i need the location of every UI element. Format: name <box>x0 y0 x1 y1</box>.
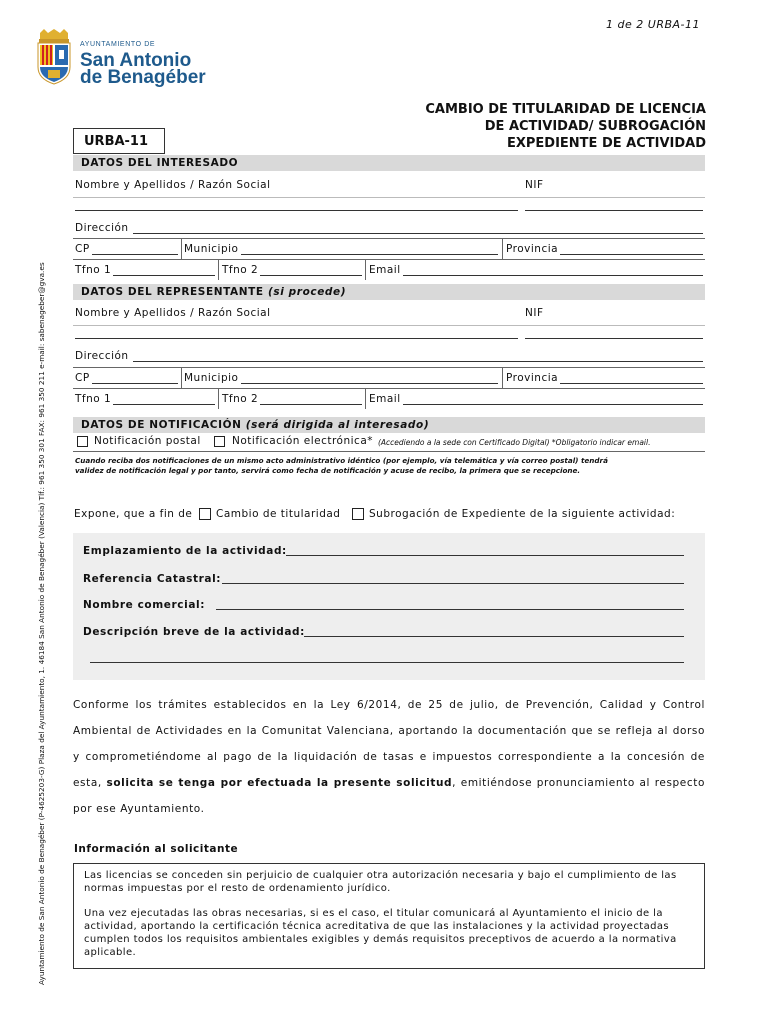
conforme-paragraph <box>73 692 705 822</box>
divider <box>73 238 705 239</box>
interesado-tfno1-label: Tfno 1 <box>75 264 112 276</box>
info-header: Información al solicitante <box>74 843 239 855</box>
interesado-nif-label: NIF <box>525 179 544 191</box>
interesado-provincia-field[interactable] <box>560 254 703 255</box>
divider <box>73 367 705 368</box>
divider <box>502 367 503 388</box>
divider <box>218 388 219 409</box>
conforme-text-1: Conforme los trámites establecidos en la Ley 6/2014, de 25 de julio, de Prevención, Calidad y Control Ambiental de Actividades en la Comunitat Valenciana, aportando la documentación que se refleja al dorso y comprometiéndome al pago de la liquidación de tasas e impuestos correspondiente a la concesión de esta, <box>73 699 705 789</box>
descripcion-field-line2[interactable] <box>90 662 684 663</box>
interesado-municipio-field[interactable] <box>241 254 498 255</box>
interesado-tfno1-field[interactable] <box>113 275 215 276</box>
emplazamiento-label: Emplazamiento de la actividad: <box>83 545 287 557</box>
side-address: Ayuntamiento de San Antonio de Benagéber (P-4625203-G) Plaza del Ayuntamiento, 1. 46184 San Antonio de Benagéber (Valencia) Tlf.: 961 350 301 FAX: 961 350 211 e-mail: sabenageber@gva.es <box>37 262 46 985</box>
representante-provincia-field[interactable] <box>560 383 703 384</box>
section-notificacion-header <box>73 417 705 433</box>
divider <box>73 451 705 452</box>
divider <box>502 238 503 259</box>
representante-tfno1-label: Tfno 1 <box>75 393 112 405</box>
divider <box>73 388 705 389</box>
interesado-nombre-field[interactable] <box>75 210 518 211</box>
form-code: URBA-11 <box>73 128 165 154</box>
divider <box>181 367 182 388</box>
representante-nombre-field[interactable] <box>75 338 518 339</box>
municipal-crest-icon <box>34 29 74 85</box>
cambio-titularidad-label: Cambio de titularidad <box>216 508 341 520</box>
nombre-comercial-label: Nombre comercial: <box>83 599 205 611</box>
divider <box>73 325 705 326</box>
referencia-catastral-field[interactable] <box>222 583 684 584</box>
section-representante-header <box>73 284 705 300</box>
nombre-comercial-field[interactable] <box>216 609 684 610</box>
descripcion-field-line1[interactable] <box>304 636 684 637</box>
interesado-direccion-label: Dirección <box>75 222 129 234</box>
interesado-direccion-field[interactable] <box>133 233 703 234</box>
descripcion-label: Descripción breve de la actividad: <box>83 626 305 638</box>
representante-nif-label: NIF <box>525 307 544 319</box>
notificacion-electronica-label: Notificación electrónica* <box>232 435 374 447</box>
representante-header-note: (si procede) <box>267 286 347 298</box>
title-line1: CAMBIO DE TITULARIDAD DE LICENCIA <box>425 102 706 117</box>
notificacion-aviso-line2: validez de notificación legal y por tanto, servirá como fecha de notificación y acuse de recibo, la primera que se recepcione. <box>75 466 581 475</box>
subrogacion-label: Subrogación de Expediente de la siguiente actividad: <box>369 508 676 520</box>
subrogacion-checkbox[interactable] <box>352 508 364 520</box>
form-title <box>330 101 706 152</box>
representante-direccion-field[interactable] <box>133 361 703 362</box>
title-line2: DE ACTIVIDAD/ SUBROGACIÓN <box>484 119 706 134</box>
divider <box>365 388 366 409</box>
page-number: 1 de 2 URBA-11 <box>606 18 700 31</box>
representante-nif-field[interactable] <box>525 338 703 339</box>
interesado-provincia-label: Provincia <box>506 243 559 255</box>
referencia-catastral-label: Referencia Catastral: <box>83 573 222 585</box>
divider <box>218 259 219 280</box>
representante-provincia-label: Provincia <box>506 372 559 384</box>
emplazamiento-field[interactable] <box>286 555 684 556</box>
title-line3: EXPEDIENTE DE ACTIVIDAD <box>506 136 706 151</box>
interesado-cp-field[interactable] <box>92 254 178 255</box>
notificacion-electronica-checkbox[interactable] <box>214 436 225 447</box>
notificacion-header-text: DATOS DE NOTIFICACIÓN <box>81 419 242 431</box>
representante-tfno2-field[interactable] <box>260 404 362 405</box>
info-paragraph-2: Una vez ejecutadas las obras necesarias, si es el caso, el titular comunicará al Ayuntamiento el inicio de la actividad, aportando la certificación técnica acreditativa de que las instalaciones y la actividad proyectadas cumplen todos los requisitos ambientales exigibles y demás requisitos preceptivos de acuerdo a la normativa aplicable. <box>84 908 677 958</box>
logo-line1: San Antonio <box>80 50 192 71</box>
divider <box>365 259 366 280</box>
representante-header-text: DATOS DEL REPRESENTANTE <box>81 286 264 298</box>
conforme-text-2: , emitiéndose pronunciamiento al respecto por ese Ayuntamiento. <box>73 777 705 815</box>
interesado-email-field[interactable] <box>403 275 703 276</box>
logo-small-text: AYUNTAMIENTO DE <box>80 41 156 48</box>
interesado-tfno2-label: Tfno 2 <box>222 264 259 276</box>
divider <box>73 259 705 260</box>
logo-line2: de Benagéber <box>80 67 206 88</box>
expone-lead: Expone, que a fin de <box>74 508 193 520</box>
info-paragraph-1: Las licencias se conceden sin perjuicio de cualquier otra autorización necesaria y bajo el cumplimiento de las normas impuestas por el resto de ordenamiento jurídico. <box>84 870 677 894</box>
interesado-municipio-label: Municipio <box>184 243 239 255</box>
representante-email-label: Email <box>369 393 401 405</box>
representante-cp-field[interactable] <box>92 383 178 384</box>
section-interesado-header: DATOS DEL INTERESADO <box>73 155 705 171</box>
notificacion-aviso-line1: Cuando reciba dos notificaciones de un mismo acto administrativo idéntico (por ejemplo, vía telemática y vía correo postal) tendrá <box>75 456 608 465</box>
representante-email-field[interactable] <box>403 404 703 405</box>
representante-municipio-field[interactable] <box>241 383 498 384</box>
notificacion-postal-checkbox[interactable] <box>77 436 88 447</box>
cambio-titularidad-checkbox[interactable] <box>199 508 211 520</box>
interesado-tfno2-field[interactable] <box>260 275 362 276</box>
info-box <box>73 863 705 969</box>
notificacion-postal-label: Notificación postal <box>94 435 201 447</box>
interesado-cp-label: CP <box>75 243 90 255</box>
representante-tfno1-field[interactable] <box>113 404 215 405</box>
interesado-nombre-label: Nombre y Apellidos / Razón Social <box>75 179 271 191</box>
representante-cp-label: CP <box>75 372 90 384</box>
interesado-email-label: Email <box>369 264 401 276</box>
representante-nombre-label: Nombre y Apellidos / Razón Social <box>75 307 271 319</box>
representante-tfno2-label: Tfno 2 <box>222 393 259 405</box>
representante-direccion-label: Dirección <box>75 350 129 362</box>
divider <box>73 197 705 198</box>
notificacion-electronica-note: (Accediendo a la sede con Certificado Digital) *Obligatorio indicar email. <box>378 438 651 447</box>
divider <box>181 238 182 259</box>
interesado-nif-field[interactable] <box>525 210 703 211</box>
conforme-bold: solicita se tenga por efectuada la presente solicitud <box>106 777 453 789</box>
representante-municipio-label: Municipio <box>184 372 239 384</box>
notificacion-header-note: (será dirigida al interesado) <box>245 419 430 431</box>
